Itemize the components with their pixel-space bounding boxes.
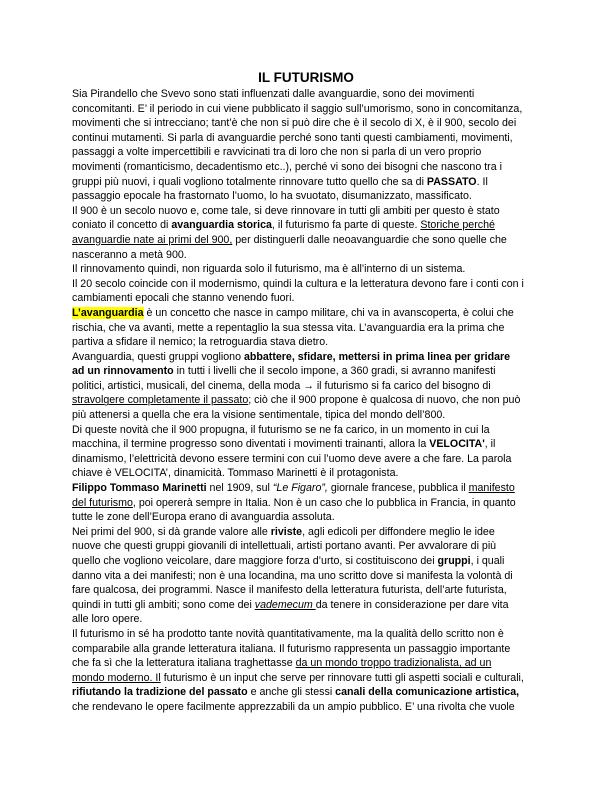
text-run: cambiamenti epocali che stanno venendo fuori. [72,292,295,305]
text-run: tutte le zone dell’Europa erano di avanguardia assoluta. [72,511,335,524]
text-line [72,554,552,569]
text-line [72,350,552,365]
text-run: comparabile alla grande letteratura italiana. Il futurismo rappresenta un passaggio importante [72,642,511,655]
text-line [72,612,552,627]
text-line [72,116,552,131]
text-run: quindi in tutti gli ambiti; sono come dei [72,598,255,611]
text-line [72,598,552,613]
text-run: da tenere in considerazione per dare vita [315,598,509,611]
text-run: ; ciò che il 900 propone è qualcosa di nuovo, che non può [248,394,521,407]
text-run: politici, artistici, musicali, del cinema, della moda → il futurismo si fa carico del bisogno di [72,379,491,392]
text-line [72,569,552,584]
text-line [72,437,552,452]
text-run: che rendevano le opere facilmente apprezzabili da un ampio pubblico. E’ una rivolta che vuole [72,700,515,713]
styled-text-run: del futurismo [72,496,133,509]
text-run: continui mutamenti. Si parla di avanguardie perché sono tanti questi cambiamenti, movimenti, [72,131,513,144]
styled-text-run: mondo moderno. Il [72,671,161,684]
text-line [72,642,552,657]
text-run: nel 1909, sul [206,482,273,495]
styled-text-run: vademecum [254,598,316,611]
text-line [72,379,552,394]
document-title: IL FUTURISMO [258,70,354,85]
text-line [72,277,552,292]
text-line [72,204,552,219]
text-line [72,291,552,306]
text-line [72,423,552,438]
text-run: movimenti (romanticismo, decadentismo etc..), perché vi sono dei bisogni che nascono tra i [72,160,502,173]
text-line [72,248,552,263]
text-line [72,306,552,321]
styled-text-run: da un mondo troppo tradizionalista, ad un [295,657,492,670]
styled-text-run: gruppi [437,555,471,567]
text-line [72,510,552,525]
text-run: passaggio epocale ha frastornato l’uomo, lo ha svuotato, disumanizzato, massificato. [72,190,472,203]
styled-text-run: Filippo Tommaso Marinetti [72,482,207,495]
text-run: Sia Pirandello che Svevo sono stati influenzati dalle avanguardie, sono dei movimenti [72,88,475,100]
text-line [72,452,552,467]
text-line [72,539,552,554]
styled-text-run: VELOCITA' [429,438,485,451]
text-line [72,393,552,408]
text-run: che fa sì che la letteratura italiana traghettasse [72,657,296,670]
text-run: . Il [476,175,488,188]
text-run: macchina, il termine progresso sono diventati i movimenti trainanti, allora la [72,438,430,451]
text-line [72,160,552,175]
text-run: Di queste novità che il 900 propugna, il futurismo se ne fa carico, in un momento in cui la [72,423,490,436]
text-line [72,685,552,700]
text-run: più attenersi a quella che era la visione sentimentale, tipica del mondo dell’800. [72,409,446,422]
text-line [72,175,552,190]
text-run: Il 20 secolo coincide con il modernismo, quindi la cultura e la letteratura devono fare i conti con i [72,277,524,290]
text-run: coniato il concetto di [72,219,172,232]
text-run: nasceranno a metà 900. [72,248,187,261]
text-run: movimenti che si intrecciano; tant’è che non si può dire che è il secolo di X, è il 900, secolo dei [72,117,517,130]
styled-text-run: abbattere, sfidare, mettersi in prima linea per gridare [243,350,511,363]
text-line [72,656,552,671]
text-line [72,145,552,160]
text-run: , i quali [470,555,505,567]
text-run: fare qualcosa, dei programmi. Nasce il manifesto della letteratura futurista, dell’arte futurista, [72,584,507,597]
text-run: , il futurismo fa parte di queste. [271,219,421,232]
text-run: è un concetto che nasce in campo militare, chi va in avanscoperta, è colui che [143,306,514,319]
text-run: Il futurismo in sé ha prodotto tante novità quantitativamente, ma la qualità dello scritto non è [72,627,504,640]
styled-text-run: riviste [270,525,303,538]
text-run: chiave è VELOCITA’, dinamicità. Tommaso Marinetti è il protagonista. [72,467,399,480]
document-body [72,87,552,715]
styled-text-run: PASSATO [426,175,477,188]
styled-text-run: rifiutando la tradizione del passato [72,686,248,699]
text-run: Il 900 è un secolo nuovo e, come tale, si deve rinnovare in tutti gli ambiti per questo è stato [72,204,500,217]
styled-text-run: ad un rinnovamento [72,365,174,378]
text-line [72,218,552,233]
text-line [72,525,552,540]
text-run: quello che vogliono veicolare, dare maggiore forza d’urto, si costituiscono dei [72,555,438,567]
text-line [72,233,552,248]
text-run: in tutti i livelli che il secolo impone, a 360 gradi, si avranno manifesti [173,365,496,378]
text-line [72,335,552,350]
text-run: Il rinnovamento quindi, non riguarda solo il futurismo, ma è all’interno di un sistema. [72,263,466,276]
styled-text-run: manifesto [468,482,515,495]
text-run: alle loro opere. [72,613,143,626]
styled-text-run: Storiche perché [420,219,495,232]
text-line [72,627,552,642]
text-line [72,102,552,117]
text-run: passaggi a volte impercettibili e ravvicinati tra di loro che non si parla di un vero proprio [72,146,482,159]
text-line [72,262,552,277]
text-run: e anche gli stessi [247,686,336,699]
text-line [72,87,552,102]
text-run: dinamismo, l’elettricità devono essere termini con cui l’uomo deve avere a che fare. La parola [72,452,512,465]
text-run: futurismo è un input che serve per rinnovare tutti gli aspetti sociali e culturali, [160,671,524,684]
text-run: danno vita a dei manifesti; non è una locandina, ma uno scritto dove si manifesta la volontà di [72,569,513,582]
text-run: Avanguardia, questi gruppi vogliono [72,350,244,363]
text-line [72,408,552,423]
text-line [72,671,552,686]
text-run: giornale francese, pubblica il [327,482,469,495]
text-run: concomitanti. E’ il periodo in cui viene pubblicato il saggio sull’umorismo, sono in concomitanza, [72,102,523,115]
text-line [72,131,552,146]
text-line [72,583,552,598]
text-run: rischia, che va avanti, mette a repentaglio la sua stessa vita. L’avanguardia era la prima che [72,321,505,334]
text-run: nuove che questi gruppi giovanili di intellettuali, artisti portano avanti. Per avvalorare di più [72,540,497,553]
text-line [72,700,552,715]
text-line [72,321,552,336]
text-run: gruppi più nuovi, i quali vogliono totalmente rinnovare tutto quello che sa di [72,175,427,188]
text-run: , poi opererà sempre in Italia. Non è un caso che lo pubblica in Francia, in quanto [132,496,516,509]
text-line [72,496,552,511]
text-run: Nei primi del 900, si dà grande valore alle [72,525,271,538]
text-run: , agli edicoli per diffondere meglio le idee [302,525,495,538]
styled-text-run: avanguardia storica [171,219,272,232]
text-run: partiva a sfidare il nemico; la retroguardia stava dietro. [72,336,329,349]
text-run: , il [484,438,496,451]
text-line [72,364,552,379]
text-line [72,466,552,481]
text-line [72,481,552,496]
text-line [72,189,552,204]
styled-text-run: stravolgere completamente il passato [72,394,249,407]
styled-text-run: avanguardie nate ai primi del 900, [72,233,233,246]
styled-text-run: “Le Figaro”, [272,482,328,495]
styled-text-run: canali della comunicazione artistica, [335,686,520,699]
styled-text-run: L’avanguardia [72,306,144,319]
text-run: per distinguerli dalle neoavanguardie che sono quelle che [232,233,507,246]
